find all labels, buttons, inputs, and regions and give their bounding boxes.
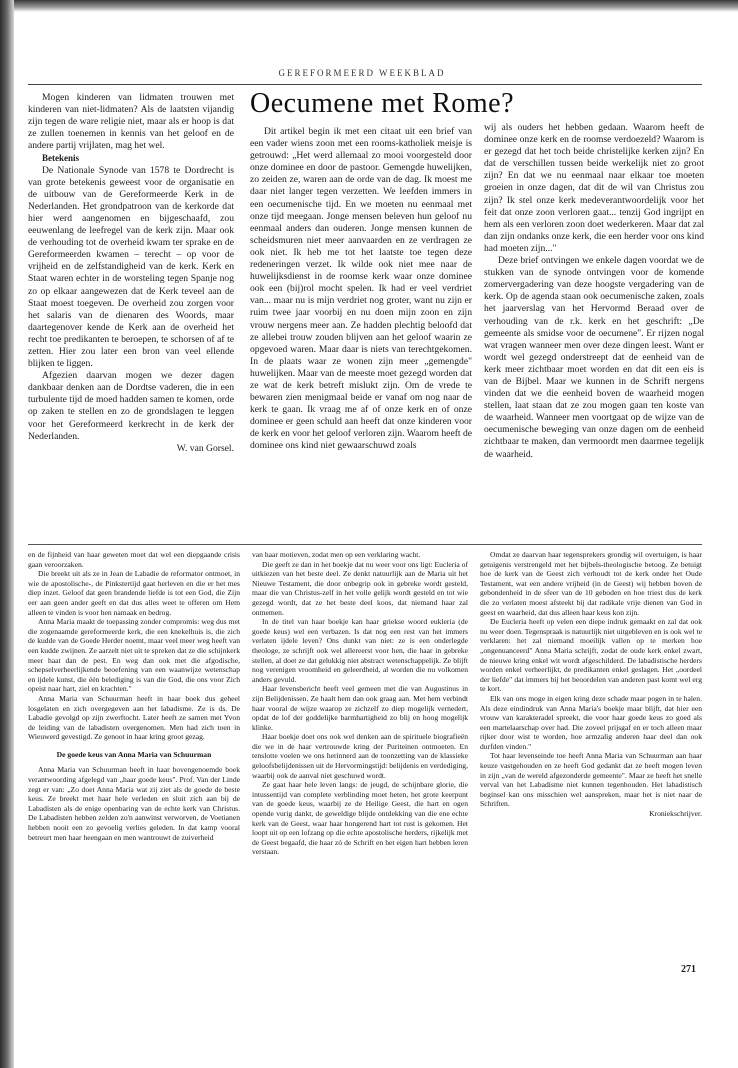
lower-left-paragraph-1: en de fijnheid van haar geweten moet dat wel een diepgaande crisis gaan veroorzaken.: [28, 550, 240, 569]
lower-middle-paragraph-2: Die geeft ze dan in het boekje dat nu weer voor ons ligt: Eucleria of uitkiezen van het beste deel. Ze denkt natuurlijk aan de Maria uit het Nieuwe Testament, die door onbegrip ook in gebreke wordt gesteld, maar die van Christus-zelf in het volle gelijk wordt gesteld en tot wie gezegd wordt, dat ze het beste deel koos, dat niemand haar zal ontnemen.: [252, 559, 468, 617]
article-paragraph-2: wij als ouders het hebben gedaan. Waarom heeft de dominee onze kerk en de roomse verdoezeld? Waarom is er gezegd dat het toch beide christelijke kerken zijn? En dat de verschillen tussen beide werkelijk niet zo groot zijn? En dat we nu eenmaal naar elkaar toe moeten groeien in onze dagen, dat dit de wil van Christus zou zijn? Ik stel onze kerk medeverantwoordelijk voor het feit dat onze zoon verloren gaat... tenzij God ingrijpt en hem als een verloren zoon doet wederkeren. Maar dat zal dan zijn ondanks onze kerk, die een herder voor ons kind had moeten zijn...": [484, 122, 704, 254]
column-top-middle: [250, 126, 472, 536]
lower-middle-paragraph-4: Haar levensbericht heeft veel gemeen met die van Augustinus in zijn Belijdenissen. Ze haalt hem dan ook graag aan. Met hem verbindt haar vooral de wijze waarop ze zichzelf zo diep mogelijk vernedert, opdat de lof der goddelijke barmhartigheid zo blij en hoog mogelijk klinke.: [252, 684, 468, 732]
signature-van-gorsel: W. van Gorsel.: [176, 442, 234, 454]
section-separator: [28, 544, 702, 545]
betekenis-paragraph-2: Afgezien daarvan mogen we dezer dagen dankbaar denken aan de Dordtse vaderen, die in een turbulente tijd de moed hadden samen te komen, orde op zaken te stellen en zo de grondslagen te leggen voor het Gereformeerd kerkrecht in de kerk der Nederlanden.: [28, 370, 234, 442]
lower-left-paragraph-2: Die breekt uit als ze in Jean de Labadie de reformator ontmoet, in wie de apostolische-, de Pinkstertijd gaat herleven en die er het mes diep inzet. Geloof dat geen brandende liefde is tot een God, die Zijn eer aan geen ander geeft en dat dus alles weet te offeren om Hem alleen te vinden is voor hen namaak en bedrog.: [28, 569, 240, 617]
lower-left-paragraph-4: Anna Maria van Schuurman heeft in haar boek dus geheel losgelaten en zich overgegeven aan het labadisme. Ze is ds. De Labadie gevolgd op zijn zwerftocht. Later heeft ze samen met Yvon de leiding van de labadisten overgenomen. Men had zich toen in Wieuwerd gevestigd. Ze genoot in haar kring groot gezag.: [28, 693, 240, 742]
page-shadow-left: [0, 0, 14, 1068]
lower-middle-paragraph-3: In de titel van haar boekje kan haar griekse woord eukleria (de goede keus) wel een verbazen. Is dat nog een rest van het immers verlaten ijdele leven? Ons dunkt van niet: ze is een onderlegde theologe, ze schrijft ook wel allereerst voor hen, die haar in gebreke stellen, al doet ze dat gelukkig niet abstract wetenschappelijk. Ze blijft nog verenigen vroomheid en geleerdheid, al worden die nu volkomen anders gevuld.: [252, 617, 468, 684]
article-paragraph-3: Deze brief ontvingen we enkele dagen voordat we de stukken van de synode ontvingen voor de komende zomervergadering van deze hoogste vergadering van de kerk. Op de agenda staan ook oecumenische zaken, zoals het jaarverslag van het Hervormd Beraad over de verhouding van de r.k. kerk en het geschrift: „De gemeente als smidse voor de oecumene". Er rijzen nogal wat vragen wanneer men over deze dingen leest. Want er wordt wel gezegd onderstreept dat de eenheid van de kerk meer zichtbaar moet worden en dat dit een eis is van de Bijbel. Maar we kunnen in de Schrift nergens vinden dat we die eenheid boven de waarheid mogen stellen, laat staan dat ze zou mogen gaan ten koste van de waarheid. Wanneer men voortgaat op de wijze van de oecumenische beweging van onze dagen om de eenheid zichtbaar te maken, dan vermoordt men daarmee tegelijk de waarheid.: [484, 255, 704, 460]
column-bottom-left: [28, 550, 240, 946]
page-number: 271: [681, 964, 696, 975]
running-header: GEREFORMEERD WEEKBLAD: [278, 68, 446, 78]
page-shadow-top: [0, 0, 738, 12]
lower-right-paragraph-1: Omdat ze daarvan haar tegensprekers grondig wil overtuigen, is haar getuigenis verstrengeld met het bijbels-theologische betoog. Ze betuigt hoe de kerk van de Geest zich verhoudt tot de kerk onder het Oude Testament, wat een andere vrijheid (in de Geest) wij hebben boven de gebondenheid in de sfeer van de 10 geboden en hoe triest dus de kerk die zo verlaten moest afsteekt bij dat radikale vrije dienen van God in geest en waarheid, dat dus alleen haar keus kon zijn.: [480, 550, 702, 617]
lower-left-paragraph-5: Anna Maria van Schuurman heeft in haar bovengenoemde boek verantwoording afgelegd van „haar goede keus". Prof. Van der Linde zegt er van: „Zo doet Anna Maria wat zij ziet als de goede de beste keus. Ze breekt met haar hele verleden en sluit zich aan bij de Labadisten als de enige openbaring van de echte kerk van Christus. De Labadisten hebben zelden zo'n aanwinst verworven, de Voetianen hebben nooit een zo gevoelig verlies geleden. In dat kamp vooral betreurt men haar heengaan en men wantrouwt de zuiverheid: [28, 765, 240, 842]
lower-middle-paragraph-1: van haar motieven, zodat men op een verklaring wacht.: [252, 550, 421, 559]
article-title: Oecumene met Rome?: [250, 88, 515, 119]
column-top-left: [28, 92, 234, 532]
column-top-right: [484, 122, 704, 538]
column-bottom-middle: [252, 550, 468, 946]
lower-right-paragraph-2: De Eucleria heeft op velen een diepe indruk gemaakt en zal dat ook nu weer doen. Tegenspraak is natuurlijk niet uitgebleven en is ook wel te verklaren: het zal niemand moeilijk vallen op te merken hoe „ongenuanceerd" Anna Maria schrijft, zodat de oude kerk enkel zwart, de nieuwe kring enkel wit wordt afgeschilderd. De labadistische herders worden enkel verheerlijkt, de predikanten enkel geslagen. Het „oordeel der liefde" dat immers bij het beoordelen van anderen past komt wel erg te kort.: [480, 617, 702, 694]
subhead-betekenis: Betekenis: [42, 153, 79, 164]
column-bottom-right: [480, 550, 702, 946]
lower-right-paragraph-4: Tot haar levenseinde toe heeft Anna Maria van Schuurman aan haar keuze vastgehouden en ze heeft God gedankt dat ze heeft mogen leven in zijn „van de wereld afgezonderde gemeente". Maar ze heeft het snelle verval van het Labadisme niet kunnen tegenhouden. Het labadistisch beginsel kan ons misschien wel aanspreken, maar het is niet naar de Schriften.: [480, 751, 702, 809]
betekenis-paragraph-1: De Nationale Synode van 1578 te Dordrecht is van grote betekenis geweest voor de organisatie en de uitbouw van de Gereformeerde Kerk in de Nederlanden. Het grondpatroon van de kerkorde dat hier werd aangenomen en bijgeschaafd, zou eeuwenlang de leefregel van de kerk zijn. Maar ook de verhouding tot de overheid kwam ter sprake en de Gereformeerden kwamen – terecht – op voor de vrijheid en de zelfstandigheid van de kerk. Kerk en Staat waren echter in de worsteling tegen Spanje nog zo op elkaar aangewezen dat de Kerk teveel aan de Staat moest toegeven. De overheid zou zorgen voor het salaris van de dienaren des Woords, maar daartegenover kende de Kerk aan de overheid het recht toe predikanten te beroepen, te schorsen of af te zetten. Hier zou later een bron van veel ellende blijken te liggen.: [28, 164, 234, 370]
article-paragraph-1: Dit artikel begin ik met een citaat uit een brief van een vader wiens zoon met een rooms-katholiek meisje is getrouwd: „Het werd allemaal zo mooi voorgesteld door onze dominee en door de pastoor. Gemengde huwelijken, zo zeiden ze, waren aan de orde van de dag. Ik moest me daar niet langer tegen verzetten. We leefden immers in een oecumenische tijd. En we moeten nu eenmaal met onze tijd meegaan. Jonge mensen beleven hun geloof nu eenmaal anders dan ouderen. Jonge mensen kunnen de scheidsmuren niet meer aanvaarden en ze verdragen ze ook niet. Ik heb me tot het laatste toe tegen deze redeneringen verzet. Ik wilde ook niet mee naar de huwelijksdienst in de roomse kerk waar onze dominee ook een (bij)rol mocht spelen. Ik had er veel verdriet van... maar nu is mijn verdriet nog groter, want nu zijn er ruim twee jaar voorbij en nu doen mijn zoon en zijn vrouw nergens meer aan. Ze hadden plechtig beloofd dat ze allebei trouw zouden blijven aan het geloof waarin ze opgevoed waren. Maar daar is niets van terechtgekomen. In de plaats waar ze wonen zijn meer „gemengde" huwelijken. Maar van de meeste moet gezegd worden dat ze wat de kerk betreft mislukt zijn. Om de vrede te bewaren zien menigmaal beide er vanaf om nog naar de kerk te gaan. Ik vraag me af of onze kerk en of onze dominee er geen schuld aan heeft dat onze kinderen voor de kerk en voor het geloof verloren zijn. Waarom heeft de dominee ons kind niet gewaarschuwd zoals: [250, 126, 472, 452]
header-rule: [28, 84, 702, 85]
lower-middle-paragraph-5: Haar boekje doet ons ook wel denken aan de spirituele biografieën die we in de haar vertrouwde kring der Puriteinen ontmoeten. En tenslotte voelen we ons herinnerd aan de toonzetting van de klassieke geloofsbelijdenissen uit de Hervormingstijd: belijdenis en verdediging, waarbij ook de aanval niet geschuwd wordt.: [252, 732, 468, 780]
lower-left-paragraph-3: Anna Maria maakt de toepassing zonder compromis: weg dus met die zogenaamde gereformeerde kerk, die een knekelhuis is, die zich de kudde van de Goede Herder noemt, maar veel meer weg heeft van een kudde zwijnen. Ze aarzelt niet uit te spreken dat ze die schijnkerk meer haat dan de pest. En weg dan ook met die afgodische, schepselverheerlijkende beoefening van een waanwijze wetenschap en ijdele kunst, die één belediging is van die God, die ons voor Zich opeist naar hart, ziel en krachten.": [28, 617, 240, 694]
signature-kroniekschrijver: Kroniekschrijver.: [649, 809, 702, 819]
intro-paragraph: Mogen kinderen van lidmaten trouwen met kinderen van niet-lidmaten? Als de laatsten vijandig zijn tegen de ware religie niet, maar als er hoop is dat ze zullen toenemen in kennis van het geloof en de andere partij vrijlaten, mag het wel.: [28, 92, 234, 152]
lower-middle-paragraph-6: Ze gaat haar hele leven langs: de jeugd, de schijnbare glorie, die intussentijd van complete verblinding moet heten, het grote keerpunt van de goede keus, waarbij ze de Heilige Geest, die hart en ogen opende vurig dankt, de geweldige blijde ontdekking van die ene echte kerk van de Geest, waar haar hongerend hart tot rust is gekomen. Het loopt uit op een lofzang op die echte apostolische herders, rijkelijk met de Geest begaafd, die haar zó de Schrift en het eigen hart hebben leren verstaan.: [252, 780, 468, 857]
lower-right-paragraph-3: Elk van ons moge in eigen kring deze schade maar pogen in te halen. Als deze eindindruk van Anna Maria's boekje maar blijft, dat hier een vrouw van karakteradel spreekt, die voor haar goede keus zo goed als een martelaarschap over had. Die zoveel prijsgaf en er toch alleen maar rijker door wist te worden, hoe armzalig anderen haar deel dan ook durfden vinden.": [480, 693, 702, 751]
subhead-goede-keus: De goede keus van Anna Maria van Schuurman: [56, 749, 212, 759]
